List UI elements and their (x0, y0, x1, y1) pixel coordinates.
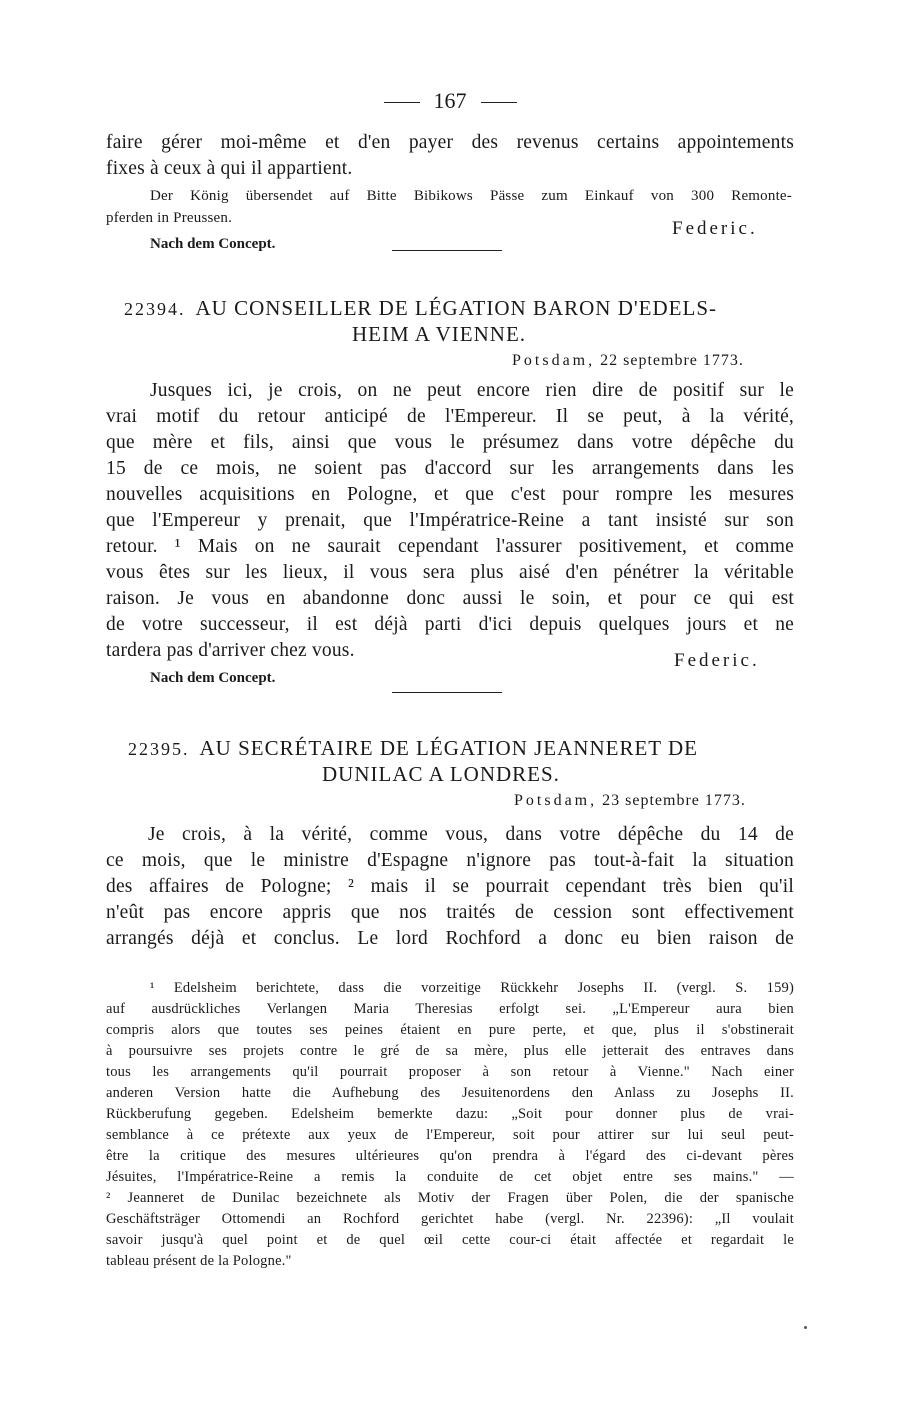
summary-line-1: Der König übersendet auf Bitte Bibikows Pässe zum Einkauf von 300 Remonte- (150, 188, 792, 204)
letter1-body-line-5: nouvelles acquisitions en Pologne, et que c'est pour rompre les mesures (106, 484, 794, 505)
footnote-line-4: à poursuivre ses projets contre le gré de sa mère, plus elle jetterait des entraves dans (106, 1043, 794, 1059)
letter1-body-line-10: de votre successeur, il est déjà parti d'ici depuis quelques jours et ne (106, 614, 794, 635)
margin-speck (804, 1326, 807, 1329)
footnote-line-8: semblance à ce prétexte aux yeux de l'Empereur, soit pour attirer sur lui seul peut- (106, 1127, 794, 1143)
letter1-body-line-2: vrai motif du retour anticipé de l'Empereur. Il se peut, à la vérité, (106, 406, 794, 427)
top-line-2: fixes à ceux à qui il appartient. (106, 158, 353, 179)
top-line-1: faire gérer moi-même et d'en payer des revenus certains appointements (106, 132, 794, 153)
letter-heading-22395 (128, 736, 698, 761)
letter1-body-line-6: que l'Empereur y prenait, que l'Impératrice-Reine a tant insisté sur son (106, 510, 794, 531)
letter1-body-line-1: Jusques ici, je crois, on ne peut encore rien dire de positif sur le (150, 380, 794, 401)
signature-2: Federic. (674, 650, 760, 671)
separator-rule-1 (392, 250, 502, 251)
footnote-line-7: Rückberufung gegeben. Edelsheim bemerkte dazu: „Soit pour donner plus de vrai- (106, 1106, 794, 1122)
source-note-2: Nach dem Concept. (150, 670, 276, 686)
letter2-body-line-1: Je crois, à la vérité, comme vous, dans votre dépêche du 14 de (148, 824, 794, 845)
letter1-body-line-8: vous êtes sur les lieux, il vous sera plus aisé d'en pénétrer la véritable (106, 562, 794, 583)
footnote-line-3: compris alors que toutes ses peines étaient en pure perte, et que, plus il s'obstinerait (106, 1022, 794, 1038)
footnote-line-2: auf ausdrückliches Verlangen Maria Theresias erfolgt sei. „L'Empereur aura bien (106, 1001, 794, 1017)
letter2-body-line-3: des affaires de Pologne; ² mais il se pourrait cependant très bien qu'il (106, 876, 794, 897)
dateline-22394 (512, 352, 744, 370)
footnote-line-1: ¹ Edelsheim berichtete, dass die vorzeitige Rückkehr Josephs II. (vergl. S. 159) (150, 980, 794, 996)
footnote-line-6: anderen Version hatte die Aufhebung des Jesuitenordens den Anlass zu Josephs II. (106, 1085, 794, 1101)
footnote-line-11: ² Jeanneret de Dunilac bezeichnete als Motiv der Fragen über Polen, die der spanische (106, 1190, 794, 1206)
summary-line-2: pferden in Preussen. (106, 210, 233, 226)
letter2-body-line-5: arrangés déjà et conclus. Le lord Rochford a donc eu bien raison de (106, 928, 794, 949)
dateline-place: Potsdam, (514, 792, 598, 809)
footnote-line-12: Geschäftsträger Ottomendi an Rochford gerichtet habe (vergl. Nr. 22396): „Il voulait (106, 1211, 794, 1227)
dateline-22395 (514, 792, 746, 810)
footnote-line-10: Jésuites, l'Impératrice-Reine a remis la conduite de cet objet entre ses mains." — (106, 1169, 794, 1185)
letter-heading-22394 (124, 296, 717, 321)
letter-heading-line-2: HEIM A VIENNE. (352, 322, 527, 346)
letter-heading-line-2: DUNILAC A LONDRES. (322, 762, 560, 786)
footnote-line-5: tous les arrangements qu'il pourrait proposer à son retour à Vienne." Nach einer (106, 1064, 794, 1080)
letter2-body-line-4: n'eût pas encore appris que nos traités de cession sont effectivement (106, 902, 794, 923)
letter-number: 22395. (128, 739, 190, 759)
footnote-line-9: être la critique des mesures ultérieures qu'on prendra à l'égard des ci-devant pères (106, 1148, 794, 1164)
dateline-place: Potsdam, (512, 352, 596, 369)
letter1-body-line-9: raison. Je vous en abandonne donc aussi le soin, et pour ce qui est (106, 588, 794, 609)
letter1-body-line-7: retour. ¹ Mais on ne saurait cependant l'assurer positivement, et comme (106, 536, 794, 557)
page-number-dash-right (481, 102, 517, 103)
letter-number: 22394. (124, 299, 186, 319)
letter1-body-line-3: que mère et fils, ainsi que vous le présumez dans votre dépêche du (106, 432, 794, 453)
letter2-body-line-2: ce mois, que le ministre d'Espagne n'ignore pas tout-à-fait la situation (106, 850, 794, 871)
letter1-body-line-4: 15 de ce mois, ne soient pas d'accord sur les arrangements dans les (106, 458, 794, 479)
page-number-dash-left (384, 102, 420, 103)
letter-heading-line-1: AU CONSEILLER DE LÉGATION BARON D'EDELS- (195, 296, 717, 320)
dateline-date: 22 septembre 1773. (600, 352, 744, 369)
page-number: 167 (0, 88, 900, 114)
letter-heading-line-1: AU SECRÉTAIRE DE LÉGATION JEANNERET DE (199, 736, 698, 760)
dateline-date: 23 septembre 1773. (602, 792, 746, 809)
signature-1: Federic. (672, 218, 758, 239)
footnote-line-13: savoir jusqu'à quel point et de quel œil cette cour-ci était affectée et regardait le (106, 1232, 794, 1248)
source-note-1: Nach dem Concept. (150, 236, 276, 252)
letter1-body-line-11: tardera pas d'arriver chez vous. (106, 640, 355, 661)
separator-rule-2 (392, 692, 502, 693)
footnote-line-14: tableau présent de la Pologne." (106, 1253, 292, 1269)
